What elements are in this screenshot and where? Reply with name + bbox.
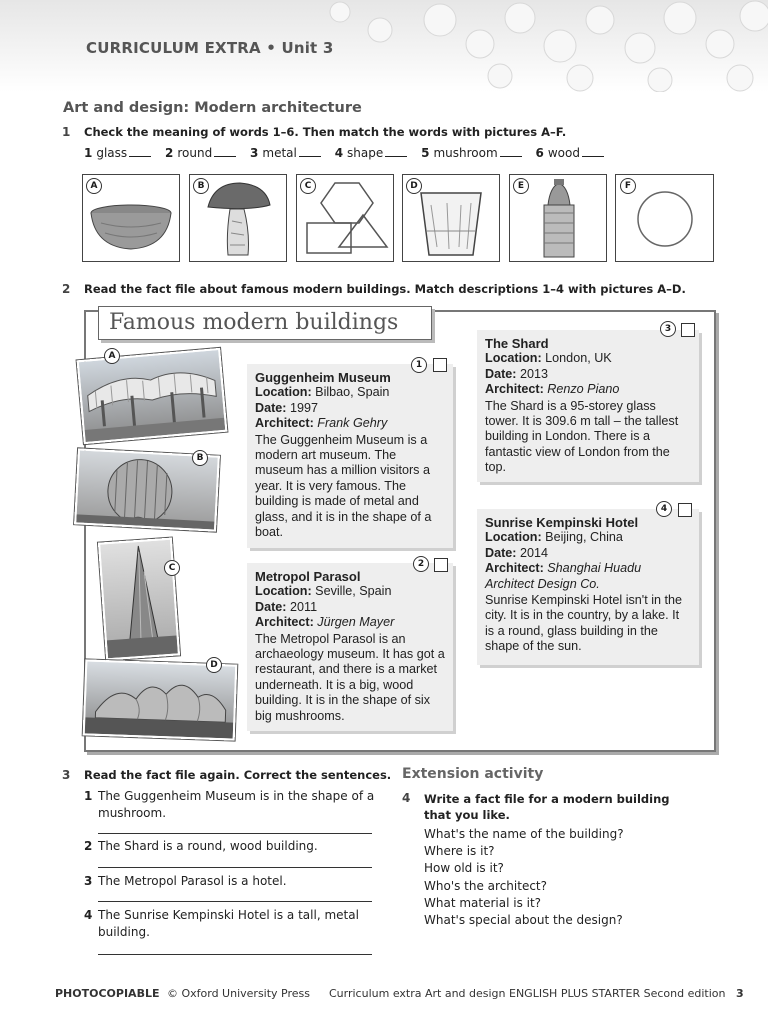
card-description: The Metropol Parasol is an archaeology museum. It has got a restaurant, and there is a market underneath. It is a big, wood building. It is in the shape of six big mushrooms.	[255, 631, 445, 723]
date-value: 2014	[520, 545, 549, 560]
exercise-2-instruction: Read the fact file about famous modern buildings. Match descriptions 1–4 with pictures A–D.	[84, 282, 686, 296]
sentence-3	[84, 873, 376, 890]
sentence-4	[84, 907, 376, 941]
card-number: 1	[411, 357, 427, 373]
location-label: Location:	[255, 385, 312, 400]
picture-letter: E	[513, 178, 529, 194]
shard-tower-icon	[100, 540, 178, 659]
location-value: Bilbao, Spain	[315, 385, 390, 400]
answer-line[interactable]	[98, 867, 372, 868]
date-label: Date:	[255, 400, 287, 415]
architect-value: Shanghai Huadu Architect Design Co.	[485, 561, 642, 591]
answer-blank[interactable]	[385, 156, 407, 157]
photo-c	[98, 538, 180, 661]
exercise-1-number: 1	[62, 125, 71, 139]
prompt-questions	[424, 826, 624, 929]
answer-blank[interactable]	[299, 156, 321, 157]
footer-middle: Curriculum extra Art and design	[329, 987, 506, 1000]
prompt-question: How old is it?	[424, 861, 504, 876]
photo-letter: C	[164, 560, 180, 576]
footer	[55, 987, 745, 1000]
card-number: 2	[413, 556, 429, 572]
card-description: Sunrise Kempinski Hotel isn't in the city. It is in the country, by a lake. It is a round, glass building in the shape of the sun.	[485, 593, 682, 654]
location-label: Location:	[485, 351, 542, 366]
word-list	[84, 146, 614, 160]
fact-file-title: Famous modern buildings	[98, 306, 432, 340]
word: shape	[347, 146, 384, 160]
answer-box[interactable]	[681, 323, 695, 337]
architect-value: Frank Gehry	[317, 416, 388, 431]
edition: ENGLISH PLUS STARTER Second edition	[509, 987, 726, 1000]
fact-card-guggenheim	[247, 364, 453, 548]
date-value: 1997	[290, 400, 319, 415]
prompt-question: What's special about the design?	[424, 913, 623, 928]
sentence-2	[84, 838, 376, 855]
exercise-4-number: 4	[402, 791, 411, 805]
card-building-name: Guggenheim Museum	[255, 370, 391, 385]
exercise-2-number: 2	[62, 282, 71, 296]
location-label: Location:	[255, 584, 312, 599]
answer-blank[interactable]	[582, 156, 604, 157]
answer-box[interactable]	[433, 358, 447, 372]
card-building-name: The Shard	[485, 336, 549, 351]
picture-letter: D	[406, 178, 422, 194]
card-number: 3	[660, 321, 676, 337]
card-description: The Guggenheim Museum is a modern art museum. The museum has a million visitors a year. It is very famous. The building is made of metal and glass, and it is in the shape of a boat.	[255, 432, 432, 540]
word-number: 4	[334, 146, 344, 160]
prompt-question: Who's the architect?	[424, 878, 548, 893]
page-number: 3	[736, 987, 744, 1000]
sentence-text: The Metropol Parasol is a hotel.	[98, 874, 287, 888]
sentence-number: 4	[84, 908, 93, 922]
exercise-1-instruction: Check the meaning of words 1–6. Then match the words with pictures A–F.	[84, 125, 567, 139]
location-value: Beijing, China	[545, 530, 623, 545]
copyright: © Oxford University Press	[166, 987, 310, 1000]
answer-line[interactable]	[98, 954, 372, 955]
date-value: 2011	[290, 599, 318, 614]
word: glass	[96, 146, 128, 160]
location-value: Seville, Spain	[315, 584, 392, 599]
sentence-1	[84, 788, 376, 822]
fact-card-the-shard	[477, 330, 699, 482]
architect-value: Jürgen Mayer	[317, 615, 395, 630]
sentence-text: The Shard is a round, wood building.	[98, 839, 318, 853]
exercise-3-number: 3	[62, 768, 71, 782]
picture-letter: A	[86, 178, 102, 194]
answer-box[interactable]	[678, 503, 692, 517]
answer-line[interactable]	[98, 901, 372, 902]
architect-label: Architect:	[255, 615, 314, 630]
answer-blank[interactable]	[129, 156, 151, 157]
photo-letter: D	[206, 657, 222, 673]
extension-title: Extension activity	[402, 766, 544, 782]
word: metal	[262, 146, 297, 160]
guggenheim-museum-icon	[85, 661, 235, 738]
exercise-4-instruction: Write a fact file for a modern building that you like.	[424, 792, 670, 822]
date-label: Date:	[485, 366, 517, 381]
sentence-number: 3	[84, 874, 93, 888]
location-label: Location:	[485, 530, 542, 545]
section-title: Art and design: Modern architecture	[63, 100, 362, 116]
picture-letter: F	[620, 178, 636, 194]
word-number: 6	[535, 146, 544, 160]
architect-label: Architect:	[485, 382, 544, 397]
date-label: Date:	[255, 599, 287, 614]
answer-box[interactable]	[434, 558, 448, 572]
card-building-name: Metropol Parasol	[255, 569, 361, 584]
fact-card-metropol-parasol	[247, 563, 453, 731]
answer-blank[interactable]	[500, 156, 522, 157]
prompt-question: What's the name of the building?	[424, 827, 624, 841]
word-number: 3	[250, 146, 259, 160]
date-label: Date:	[485, 545, 517, 560]
sentence-text: The Guggenheim Museum is in the shape of a mushroom.	[98, 789, 375, 820]
photo-letter: A	[104, 348, 120, 364]
prompt-question: Where is it?	[424, 844, 495, 859]
fact-card-sunrise-kempinski	[477, 509, 699, 665]
word: round	[177, 146, 213, 160]
word: mushroom	[433, 146, 498, 160]
picture-letter: C	[300, 178, 316, 194]
sentence-number: 2	[84, 839, 93, 853]
parasol-structure-icon	[79, 350, 225, 442]
word: wood	[547, 146, 580, 160]
word-number: 2	[165, 146, 174, 160]
date-value: 2013	[520, 366, 549, 381]
architect-value: Renzo Piano	[547, 382, 620, 397]
picture-letter: B	[193, 178, 209, 194]
location-value: London, UK	[545, 351, 612, 366]
photo-a	[77, 348, 228, 444]
photo-letter: B	[192, 450, 208, 466]
card-number: 4	[656, 501, 672, 517]
word-number: 1	[84, 146, 93, 160]
sentence-text: The Sunrise Kempinski Hotel is a tall, metal building.	[98, 908, 359, 939]
sentence-number: 1	[84, 789, 93, 803]
architect-label: Architect:	[255, 416, 314, 431]
exercise-3-instruction: Read the fact file again. Correct the sentences.	[84, 768, 392, 782]
card-description: The Shard is a 95-storey glass tower. It is 309.6 m tall – the tallest building in London. There is a fantastic view of London from the top.	[485, 398, 679, 475]
page-header-title: CURRICULUM EXTRA • Unit 3	[86, 39, 334, 57]
card-building-name: Sunrise Kempinski Hotel	[485, 515, 639, 530]
word-number: 5	[421, 146, 430, 160]
answer-line[interactable]	[98, 833, 372, 834]
architect-label: Architect:	[485, 561, 544, 576]
answer-blank[interactable]	[214, 156, 236, 157]
photocopiable-label: PHOTOCOPIABLE	[55, 987, 160, 1000]
prompt-question: What material is it?	[424, 895, 542, 910]
